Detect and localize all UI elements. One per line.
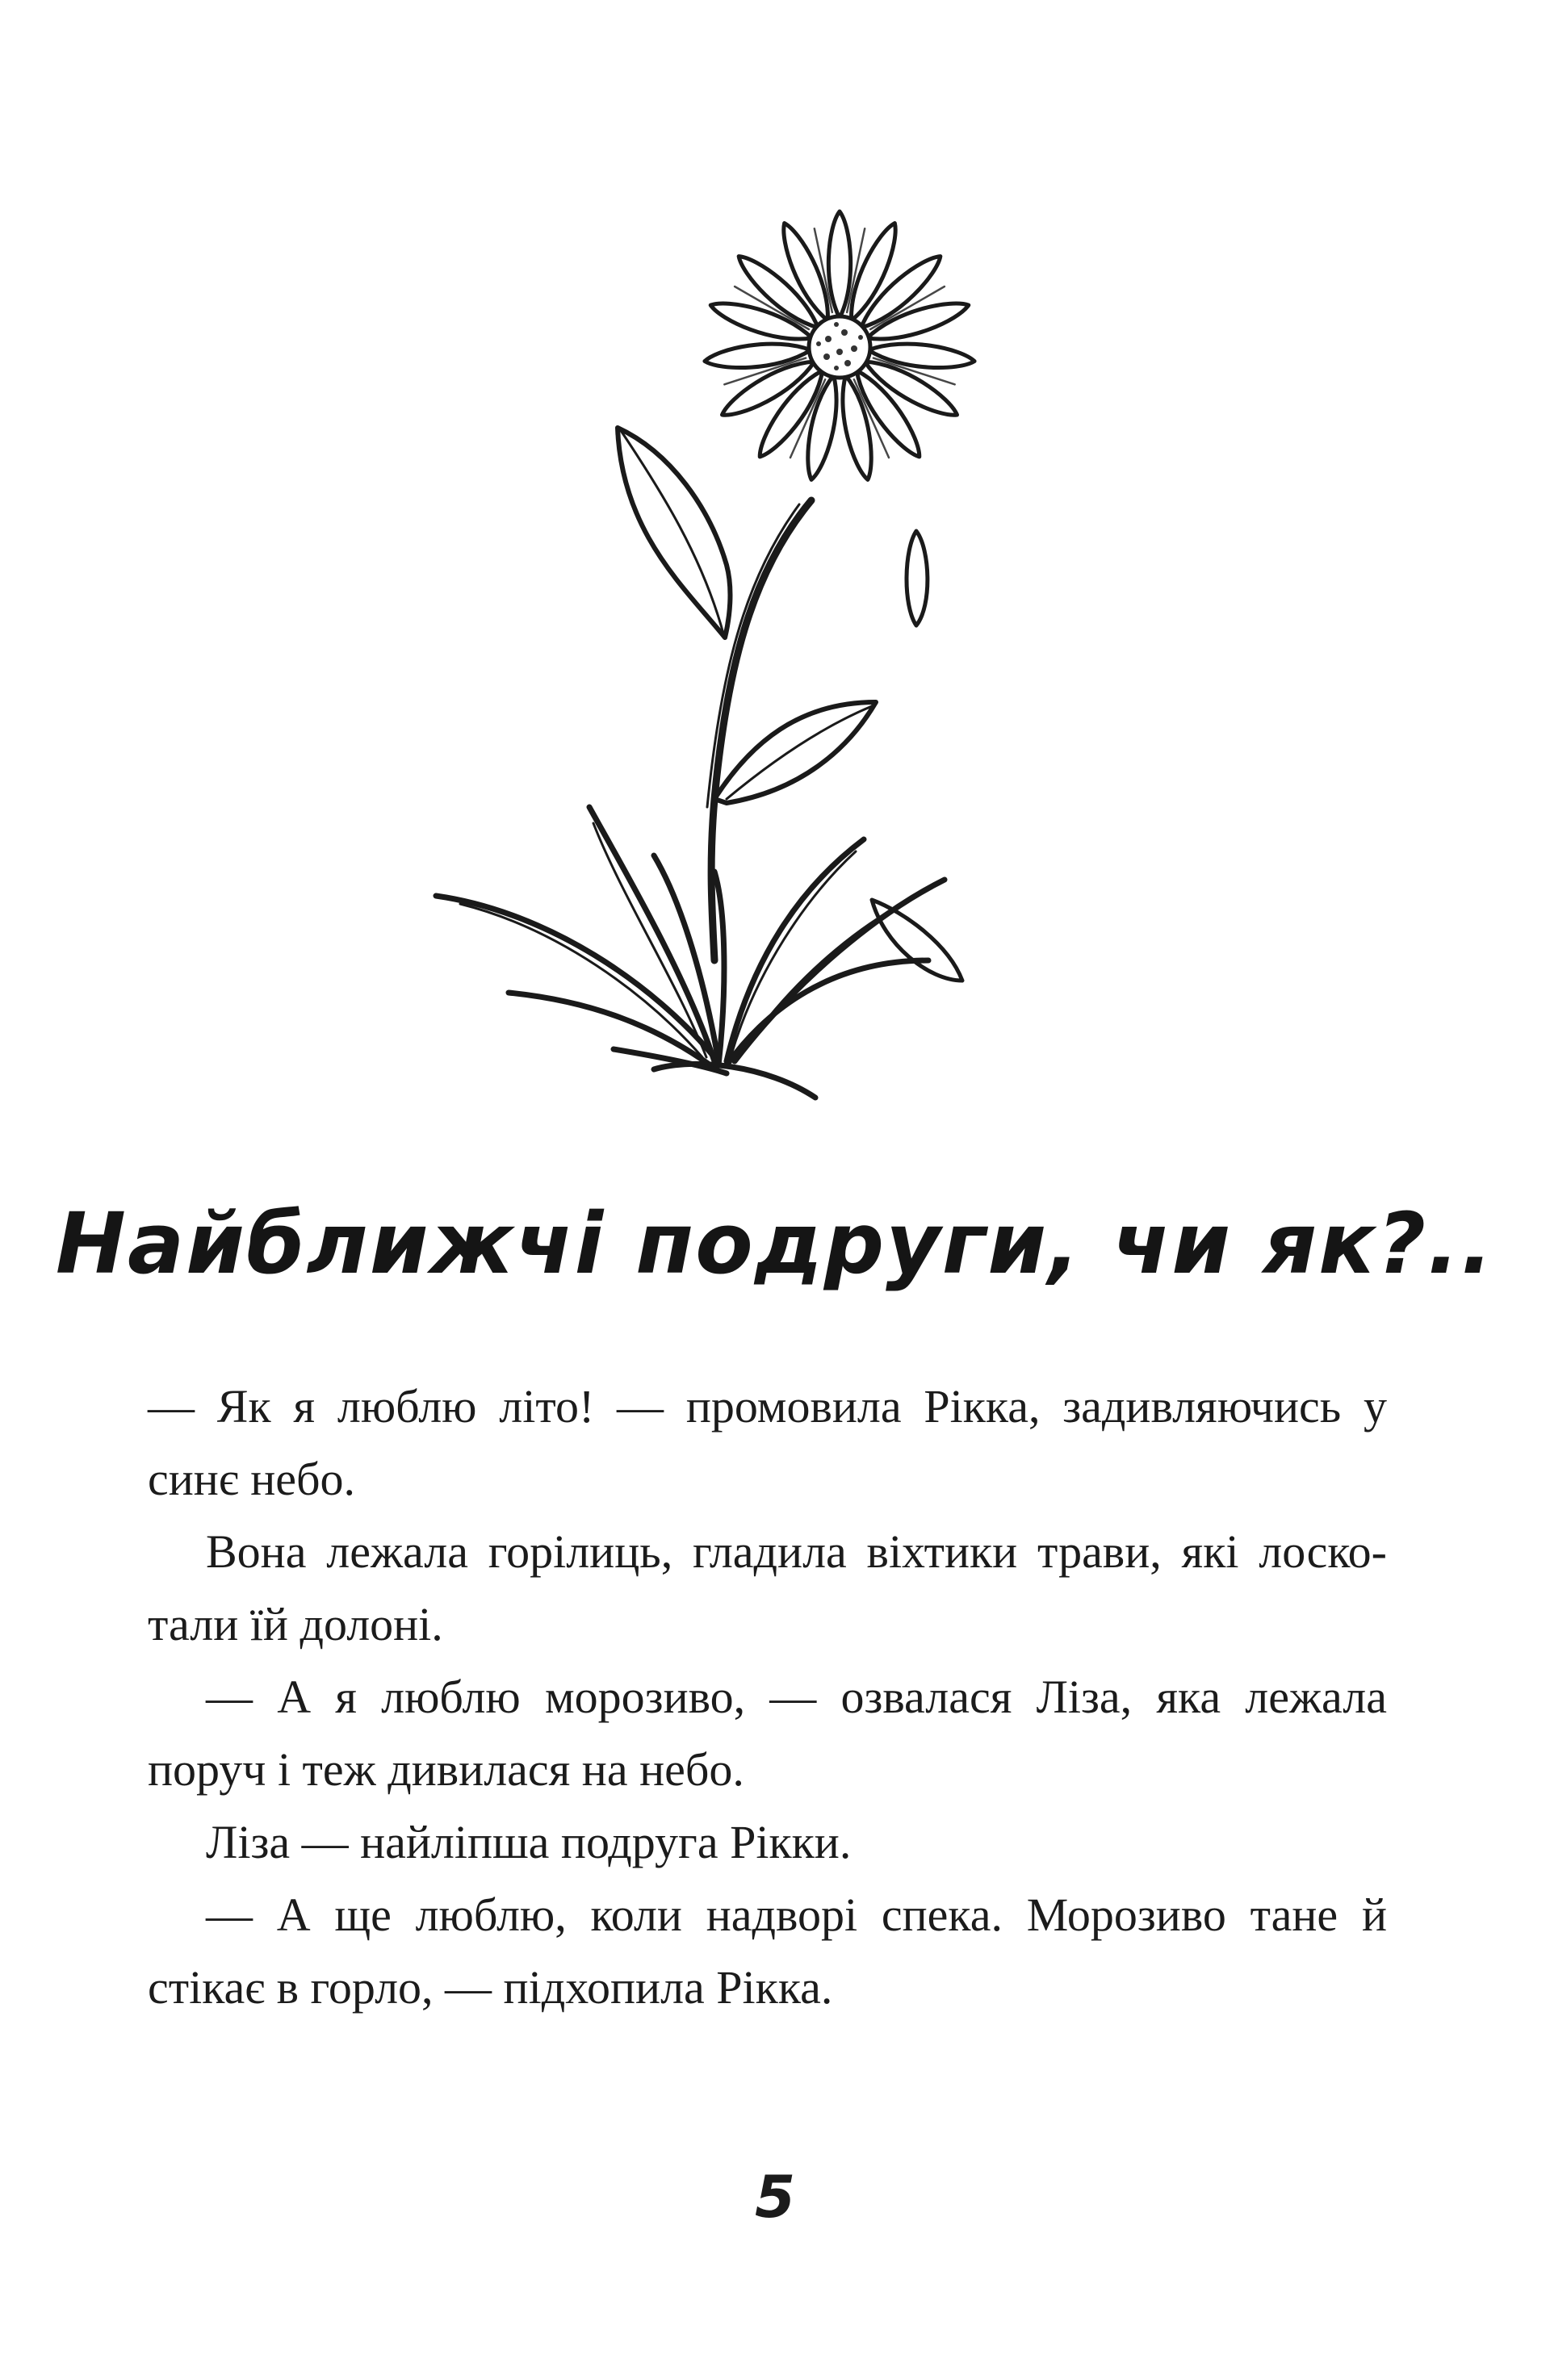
story-text	[148, 1370, 1387, 2024]
daisy-flower-illustration	[347, 186, 1106, 1130]
falling-petal	[907, 531, 928, 625]
flower-head	[703, 211, 975, 482]
paragraph: — Як я люблю літо! — промовила Рікка, задивляючись у синє небо.	[148, 1380, 1387, 1505]
chapter-title: Найближчі подруги, чи як?..	[55, 1194, 1495, 1293]
paragraph: — А я люблю морозиво, — озвалася Ліза, яка лежала поруч і теж дивилася на небо.	[148, 1671, 1387, 1796]
grass-tuft	[436, 807, 945, 1098]
paragraph: Ліза — найліпша подруга Рікки.	[206, 1816, 852, 1868]
upper-leaf	[618, 428, 730, 638]
paragraph: Вона лежала горілиць, гладила віхтики трави, які лоскотали їй долоні.	[148, 1525, 1387, 1650]
page-number: 5	[754, 2163, 796, 2231]
paragraph: — А ще люблю, коли надворі спека. Морозиво тане й стікає в горло, — підхопила Рікка.	[148, 1889, 1387, 2014]
